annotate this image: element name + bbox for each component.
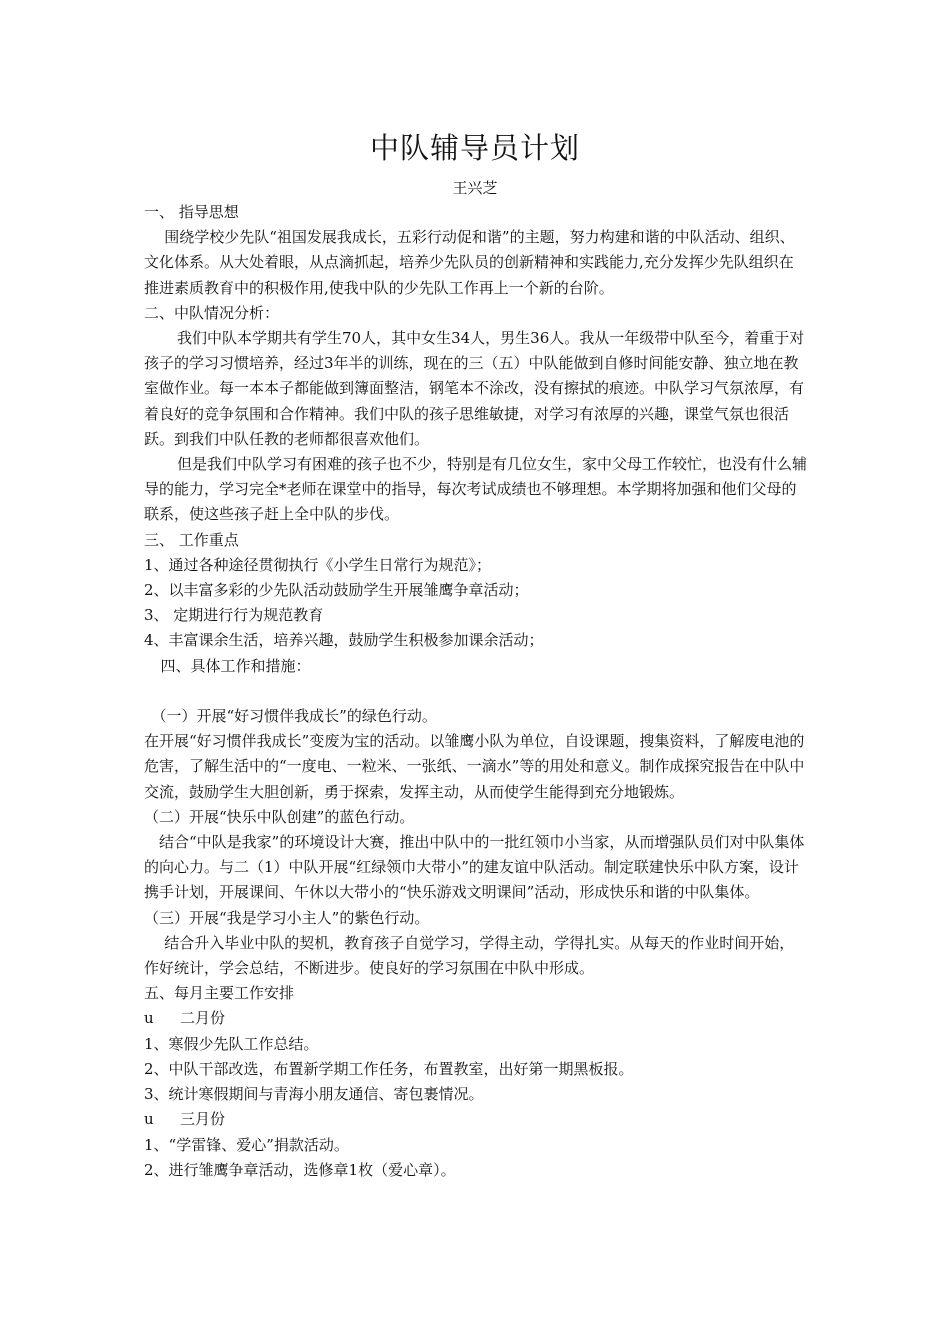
- month-heading: [144, 1107, 808, 1132]
- subsection-heading: （三）开展“我是学习小主人”的紫色行动。: [144, 908, 430, 927]
- paragraph: 结合“中队是我家”的环境设计大赛，推出中队中的一批红领巾小当家，从而增强队员们对中队集体的向心力。与二（1）中队开展“红绿领巾大带小”的建友谊中队活动。制定联建快乐中队方案，设计携手计划，开展课间、午休以大带小的“快乐游戏文明课间”活动，形成快乐和谐的中队集体。: [144, 833, 805, 902]
- subsection-heading: （二）开展“快乐中队创建”的蓝色行动。: [144, 807, 415, 826]
- paragraph: 结合升入毕业中队的契机，教育孩子自觉学习，学得主动，学得扎实。从每天的作业时间开始，作好统计，学会总结，不断进步。使良好的学习氛围在中队中形成。: [144, 933, 795, 978]
- paragraph: 但是我们中队学习有困难的孩子也不少，特别是有几位女生，家中父母工作较忙，也没有什么辅导的能力，学习完全*老师在课堂中的指导，每次考试成绩也不够理想。本学期将加强和他们父母的联系，使这些孩子赶上全中队的步伐。: [144, 455, 808, 524]
- paragraph: 围绕学校少先队“祖国发展我成长，五彩行动促和谐”的主题，努力构建和谐的中队活动、组织、文化体系。从大处着眼，从点滴抓起，培养少先队员的创新精神和实践能力,充分发挥少先队组织在推进素质教育中的积极作用,使我中队的少先队工作再上一个新的台阶。: [144, 228, 795, 297]
- month-heading: [144, 1006, 808, 1031]
- list-item: 1、“学雷锋、爱心”捐款活动。: [144, 1135, 349, 1154]
- list-item: 2、进行雏鹰争章活动，选修章1枚（爱心章）。: [144, 1160, 456, 1179]
- section-heading-2: 二、中队情况分析：: [144, 303, 280, 322]
- list-item: 1、通过各种途径贯彻执行《小学生日常行为规范》；: [144, 555, 492, 574]
- list-item: 2、中队干部改选，布置新学期工作任务，布置教室，出好第一期黑板报。: [144, 1059, 634, 1078]
- paragraph: 在开展“好习惯伴我成长”变废为宝的活动。以雏鹰小队为单位，自设课题，搜集资料，了解废电池的危害，了解生活中的“一度电、一粒米、一张纸、一滴水”等的用处和意义。制作成探究报告在中队中交流，鼓励学生大胆创新，勇于探索，发挥主动，从而使学生能得到充分地锻炼。: [144, 732, 805, 801]
- document-title: 中队辅导员计划: [369, 131, 580, 165]
- section-heading-3: 三、 工作重点: [144, 530, 239, 549]
- document-author: 王兴芝: [452, 179, 498, 197]
- list-item: 2、以丰富多彩的少先队活动鼓励学生开展雏鹰争章活动；: [144, 581, 529, 600]
- bullet-marker: u: [144, 1110, 154, 1129]
- document-body: [144, 200, 808, 1183]
- subsection-heading: （一）开展“好习惯伴我成长”的绿色行动。: [151, 707, 437, 726]
- month-label: 二月份: [180, 1009, 226, 1028]
- list-item: 1、寒假少先队工作总结。: [144, 1034, 319, 1053]
- bullet-marker: u: [144, 1009, 154, 1028]
- blank-line: [144, 679, 808, 704]
- list-item: 3、 定期进行行为规范教育: [144, 606, 324, 625]
- list-item: 4、丰富课余生活，培养兴趣，鼓励学生积极参加课余活动；: [144, 631, 544, 650]
- list-item: 3、统计寒假期间与青海小朋友通信、寄包裹情况。: [144, 1085, 484, 1104]
- section-heading-1: 一、 指导思想: [144, 203, 239, 221]
- month-label: 三月份: [180, 1110, 226, 1129]
- section-heading-4: 四、具体工作和措施：: [160, 656, 311, 675]
- section-heading-5: 五、每月主要工作安排: [144, 984, 295, 1003]
- paragraph: 我们中队本学期共有学生70人，其中女生34人，男生36人。我从一年级带中队至今，着重于对孩子的学习习惯培养，经过3年半的训练，现在的三（五）中队能做到自修时间能安静、独立地在教室做作业。每一本本子都能做到簿面整洁，钢笔本不涂改，没有擦拭的痕迹。中队学习气氛浓厚，有着良好的竞争氛围和合作精神。我们中队的孩子思维敏捷，对学习有浓厚的兴趣，课堂气氛也很活跃。到我们中队任教的老师都很喜欢他们。: [144, 329, 805, 448]
